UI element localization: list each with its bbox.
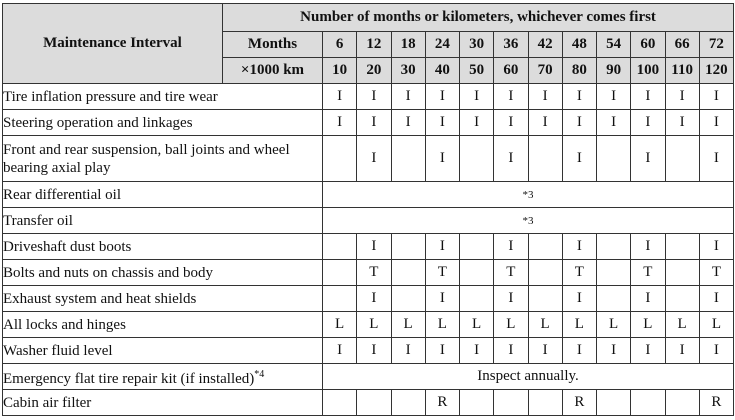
schedule-cell: I [425, 286, 459, 312]
schedule-cell: L [494, 312, 528, 338]
schedule-cell: L [597, 312, 631, 338]
interval-top-header: Number of months or kilometers, whichever comes first [223, 4, 734, 32]
row-label-text: Transfer oil [3, 212, 73, 229]
schedule-cell: T [562, 260, 596, 286]
schedule-cell: L [460, 312, 494, 338]
schedule-cell: T [699, 260, 733, 286]
schedule-cell [494, 390, 528, 416]
schedule-cell: L [631, 312, 665, 338]
schedule-cell: I [494, 338, 528, 364]
schedule-cell: I [323, 338, 357, 364]
schedule-cell: I [665, 338, 699, 364]
schedule-cell [597, 136, 631, 182]
row-label [3, 312, 323, 338]
schedule-cell: I [460, 84, 494, 110]
footnote-note: *3 [323, 208, 734, 234]
months-header-cell: 42 [528, 32, 562, 58]
km-header-cell: 20 [357, 58, 391, 84]
schedule-cell: I [357, 234, 391, 260]
schedule-cell: I [494, 286, 528, 312]
schedule-cell [528, 234, 562, 260]
table-row [3, 234, 734, 260]
schedule-cell [391, 234, 425, 260]
schedule-cell: I [357, 84, 391, 110]
row-label-text: Driveshaft dust boots [3, 238, 132, 255]
row-label-text: Exhaust system and heat shields [3, 290, 197, 307]
table-row [3, 84, 734, 110]
schedule-cell: I [597, 338, 631, 364]
schedule-cell: I [699, 136, 733, 182]
schedule-cell: T [425, 260, 459, 286]
months-label: Months [223, 32, 323, 58]
row-label [3, 110, 323, 136]
months-header-cell: 72 [699, 32, 733, 58]
row-label-text: Bolts and nuts on chassis and body [3, 264, 213, 281]
schedule-cell: R [425, 390, 459, 416]
schedule-cell [665, 286, 699, 312]
schedule-cell: I [494, 234, 528, 260]
row-label [3, 364, 323, 390]
schedule-cell: I [323, 110, 357, 136]
schedule-cell [323, 286, 357, 312]
months-header-cell: 36 [494, 32, 528, 58]
schedule-cell: I [425, 338, 459, 364]
schedule-cell: I [699, 234, 733, 260]
table-row [3, 208, 734, 234]
schedule-cell: L [665, 312, 699, 338]
row-label [3, 260, 323, 286]
schedule-cell: I [562, 286, 596, 312]
schedule-cell [460, 286, 494, 312]
schedule-cell: I [699, 84, 733, 110]
km-header-cell: 90 [597, 58, 631, 84]
schedule-cell: T [494, 260, 528, 286]
schedule-cell: I [562, 136, 596, 182]
schedule-cell [528, 260, 562, 286]
schedule-cell: L [528, 312, 562, 338]
schedule-cell [631, 390, 665, 416]
schedule-cell: I [699, 338, 733, 364]
schedule-cell: I [425, 110, 459, 136]
table-row [3, 136, 734, 182]
months-header-cell: 66 [665, 32, 699, 58]
schedule-cell: I [357, 286, 391, 312]
table-row [3, 364, 734, 390]
schedule-cell [460, 260, 494, 286]
table-row [3, 260, 734, 286]
row-label-text: Emergency flat tire repair kit (if installed) [3, 370, 255, 387]
schedule-cell [460, 136, 494, 182]
schedule-cell [665, 260, 699, 286]
km-header-cell: 70 [528, 58, 562, 84]
schedule-cell: I [562, 338, 596, 364]
schedule-cell [460, 234, 494, 260]
months-header-cell: 24 [425, 32, 459, 58]
schedule-cell [323, 390, 357, 416]
table-row [3, 286, 734, 312]
footnote-note: *3 [323, 182, 734, 208]
maintenance-interval-header: Maintenance Interval [3, 4, 223, 84]
schedule-cell: I [357, 110, 391, 136]
schedule-cell: I [357, 136, 391, 182]
row-label-text: Cabin air filter [3, 394, 92, 411]
schedule-cell: I [631, 234, 665, 260]
schedule-cell: I [562, 84, 596, 110]
schedule-cell: L [357, 312, 391, 338]
schedule-cell [665, 136, 699, 182]
row-label [3, 136, 323, 182]
schedule-cell [597, 260, 631, 286]
schedule-cell: L [391, 312, 425, 338]
table-row [3, 182, 734, 208]
schedule-cell [391, 286, 425, 312]
schedule-cell: I [323, 84, 357, 110]
schedule-cell: I [665, 84, 699, 110]
schedule-cell [357, 390, 391, 416]
months-header-cell: 6 [323, 32, 357, 58]
row-label [3, 390, 323, 416]
schedule-cell: I [391, 110, 425, 136]
schedule-cell: I [391, 338, 425, 364]
schedule-cell: I [528, 110, 562, 136]
inspection-note: Inspect annually. [323, 364, 734, 390]
maintenance-table [2, 3, 734, 416]
km-header-cell: 100 [631, 58, 665, 84]
km-header-cell: 10 [323, 58, 357, 84]
table-row [3, 110, 734, 136]
schedule-cell: I [631, 110, 665, 136]
schedule-cell: I [699, 286, 733, 312]
schedule-cell [460, 390, 494, 416]
row-label-text: Front and rear suspension, ball joints and wheel bearing axial play [3, 141, 290, 176]
months-header-cell: 54 [597, 32, 631, 58]
schedule-cell [597, 390, 631, 416]
row-label-text: Tire inflation pressure and tire wear [3, 88, 218, 105]
schedule-cell: I [631, 136, 665, 182]
km-header-cell: 30 [391, 58, 425, 84]
schedule-cell: T [631, 260, 665, 286]
schedule-cell: I [460, 110, 494, 136]
schedule-cell [391, 260, 425, 286]
schedule-cell: L [562, 312, 596, 338]
table-row [3, 338, 734, 364]
schedule-cell: I [357, 338, 391, 364]
row-label [3, 234, 323, 260]
schedule-cell [597, 286, 631, 312]
schedule-cell: T [357, 260, 391, 286]
schedule-cell: I [562, 110, 596, 136]
schedule-cell: L [323, 312, 357, 338]
row-label-text: All locks and hinges [3, 316, 126, 333]
schedule-cell: I [631, 338, 665, 364]
schedule-cell: I [425, 84, 459, 110]
km-header-cell: 120 [699, 58, 733, 84]
schedule-cell: I [528, 84, 562, 110]
months-header-cell: 18 [391, 32, 425, 58]
table-row [3, 312, 734, 338]
schedule-cell: I [665, 110, 699, 136]
row-label-text: Washer fluid level [3, 342, 113, 359]
row-label [3, 182, 323, 208]
schedule-cell: I [425, 234, 459, 260]
months-header-cell: 48 [562, 32, 596, 58]
schedule-cell: I [494, 110, 528, 136]
schedule-cell [323, 260, 357, 286]
km-label: ×1000 km [223, 58, 323, 84]
footnote-ref: *4 [254, 368, 265, 380]
schedule-cell: R [699, 390, 733, 416]
schedule-cell: I [391, 84, 425, 110]
row-label-text: Steering operation and linkages [3, 114, 193, 131]
km-header-cell: 110 [665, 58, 699, 84]
row-label-text: Rear differential oil [3, 186, 122, 203]
km-header-cell: 50 [460, 58, 494, 84]
months-header-cell: 60 [631, 32, 665, 58]
schedule-cell: I [631, 286, 665, 312]
schedule-cell: I [597, 110, 631, 136]
schedule-cell: I [597, 84, 631, 110]
schedule-cell: I [631, 84, 665, 110]
schedule-cell: I [699, 110, 733, 136]
row-label [3, 286, 323, 312]
schedule-cell [528, 286, 562, 312]
months-header-cell: 12 [357, 32, 391, 58]
schedule-cell [528, 136, 562, 182]
schedule-cell [391, 390, 425, 416]
schedule-cell: I [494, 136, 528, 182]
km-header-cell: 60 [494, 58, 528, 84]
months-header-cell: 30 [460, 32, 494, 58]
schedule-cell: I [494, 84, 528, 110]
schedule-cell [597, 234, 631, 260]
row-label [3, 208, 323, 234]
schedule-cell: L [425, 312, 459, 338]
km-header-cell: 40 [425, 58, 459, 84]
schedule-cell: L [699, 312, 733, 338]
schedule-cell [665, 390, 699, 416]
schedule-cell [528, 390, 562, 416]
schedule-cell: I [425, 136, 459, 182]
km-header-cell: 80 [562, 58, 596, 84]
schedule-cell [323, 234, 357, 260]
table-row [3, 390, 734, 416]
schedule-cell [323, 136, 357, 182]
schedule-cell: R [562, 390, 596, 416]
schedule-cell: I [460, 338, 494, 364]
schedule-cell: I [562, 234, 596, 260]
row-label [3, 84, 323, 110]
schedule-cell: I [528, 338, 562, 364]
schedule-cell [391, 136, 425, 182]
row-label [3, 338, 323, 364]
schedule-cell [665, 234, 699, 260]
